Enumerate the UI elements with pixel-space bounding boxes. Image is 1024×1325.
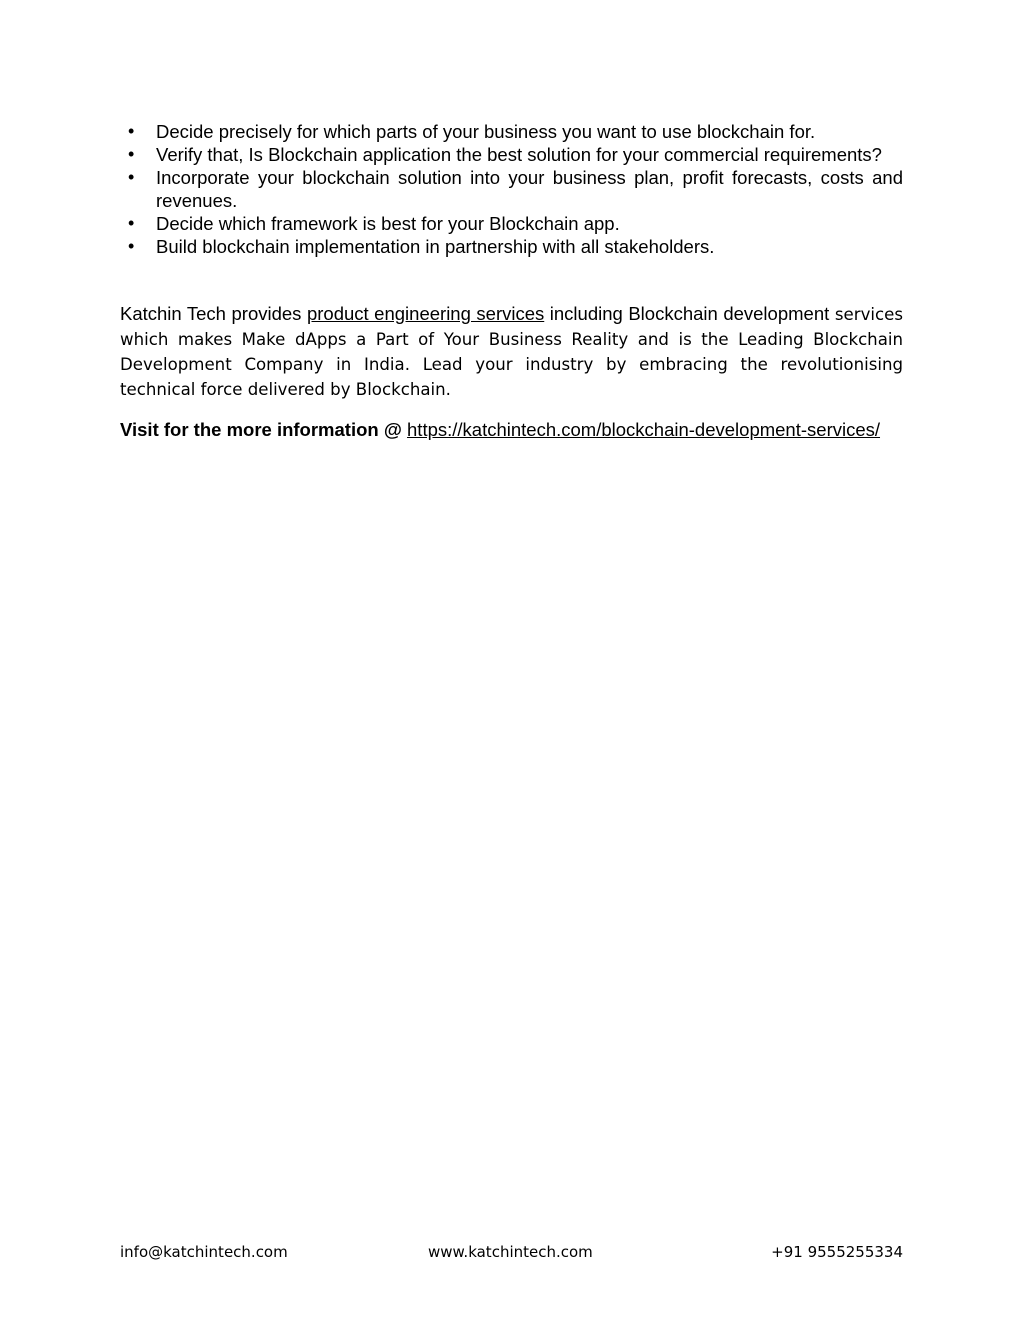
list-item-text: Decide which framework is best for your Blockchain app. bbox=[156, 213, 620, 234]
footer-website: www.katchintech.com bbox=[428, 1243, 593, 1261]
bullet-icon: • bbox=[128, 121, 135, 141]
list-item-text: Build blockchain implementation in partnership with all stakeholders. bbox=[156, 236, 715, 257]
visit-label: Visit for the more information @ bbox=[120, 419, 402, 440]
bullet-icon: • bbox=[128, 167, 135, 187]
footer-phone: +91 9555255334 bbox=[771, 1243, 903, 1261]
list-item bbox=[120, 166, 903, 212]
bullet-list bbox=[120, 120, 903, 258]
list-item bbox=[120, 143, 903, 166]
list-item bbox=[120, 120, 903, 143]
list-item-text: Decide precisely for which parts of your business you want to use blockchain for. bbox=[156, 121, 816, 142]
bullet-icon: • bbox=[128, 144, 135, 164]
paragraph-rest: services which makes Make dApps a Part of Your Business Reality and is the Leading Blockchain Development Company in India. Lead your industry by embracing the revolutionising technical force delivered by Blockchain. bbox=[120, 305, 903, 399]
list-item-text: Verify that, Is Blockchain application the best solution for your commercial requirements? bbox=[156, 144, 882, 165]
page-footer bbox=[120, 1243, 903, 1265]
list-item bbox=[120, 212, 903, 235]
list-item bbox=[120, 235, 903, 258]
bullet-icon: • bbox=[128, 236, 135, 256]
services-url-link[interactable]: https://katchintech.com/blockchain-development-services/ bbox=[407, 419, 881, 440]
footer-email: info@katchintech.com bbox=[120, 1243, 288, 1261]
paragraph-middle: including Blockchain development bbox=[544, 303, 830, 324]
bullet-icon: • bbox=[128, 213, 135, 233]
paragraph-intro: Katchin Tech provides bbox=[120, 303, 307, 324]
product-engineering-link[interactable]: product engineering services bbox=[306, 303, 545, 324]
visit-line bbox=[120, 418, 903, 442]
list-item-text: Incorporate your blockchain solution into your business plan, profit forecasts, costs and revenues. bbox=[156, 167, 903, 211]
company-paragraph bbox=[120, 302, 903, 402]
